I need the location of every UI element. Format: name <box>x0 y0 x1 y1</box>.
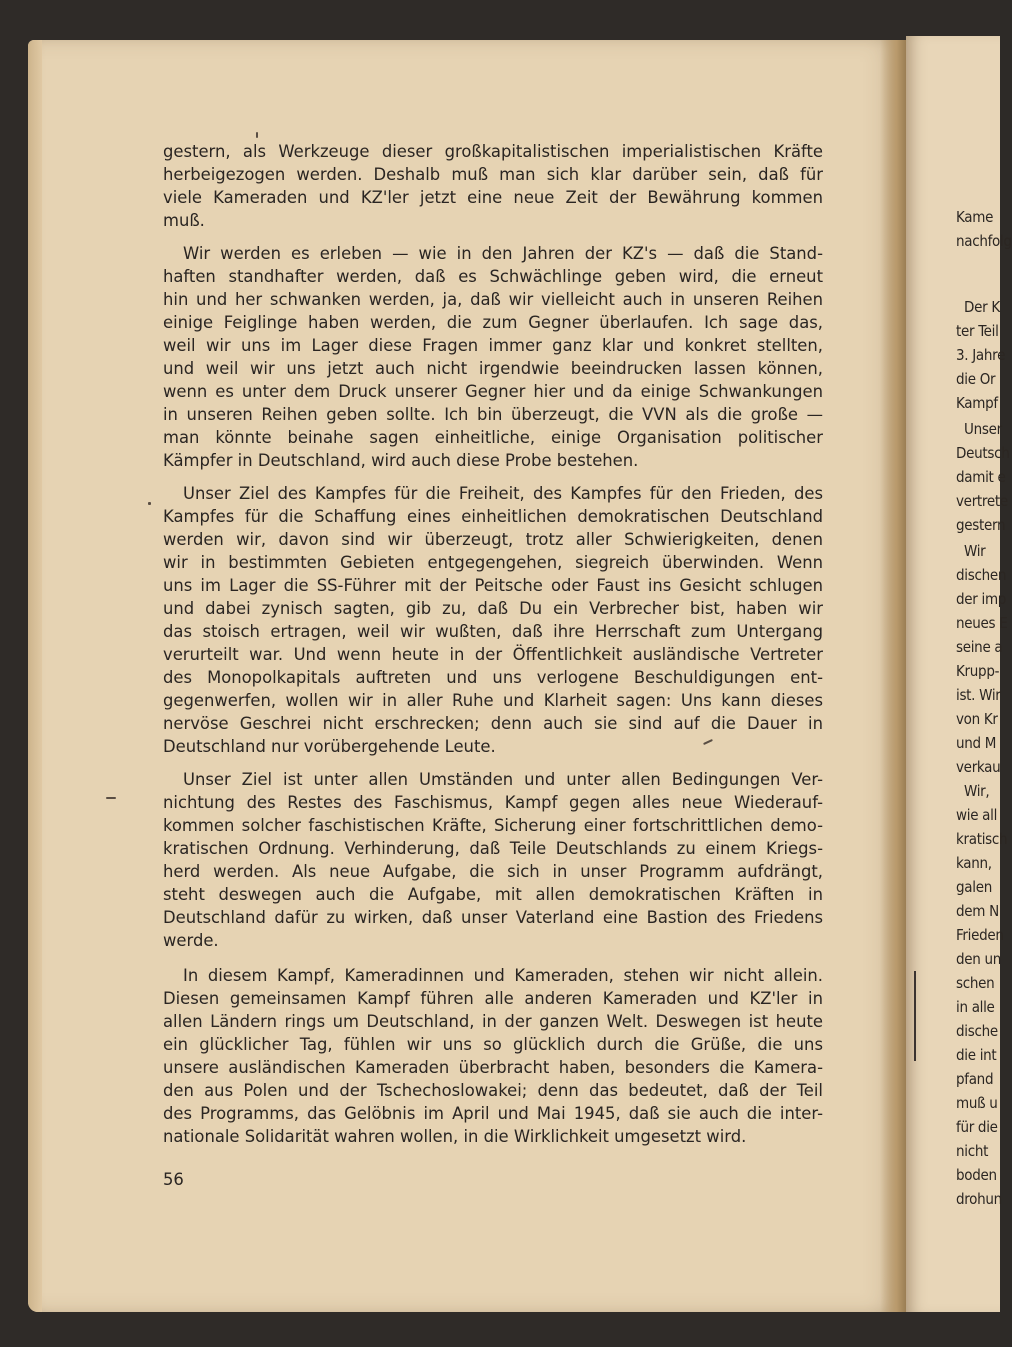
facing-page-line: kann, <box>956 854 992 872</box>
text-line: haften standhafter werden, daß es Schwächlinge geben wird, die erneut <box>163 267 823 286</box>
text-line: nationale Solidarität wahren wollen, in die Wirklichkeit umgesetzt wird. <box>163 1127 747 1146</box>
facing-page-line: Krupp- <box>956 662 1000 680</box>
paragraph <box>163 140 823 232</box>
facing-page-line: boden <box>956 1166 997 1184</box>
text-line: Deutschland nur vorübergehende Leute. <box>163 737 496 756</box>
facing-page-line: kratisch <box>956 830 1008 848</box>
text-line: hin und her schwanken werden, ja, daß wir vielleicht auch in unseren Reihen <box>163 290 823 309</box>
facing-page-line: vertrete <box>956 492 1008 510</box>
text-line: den aus Polen und der Tschechoslowakei; denn das bedeutet, daß der Teil <box>163 1081 823 1100</box>
text-line: ein glücklicher Tag, fühlen wir uns so glücklich durch die Grüße, die uns <box>163 1035 823 1054</box>
text-line: des Programms, das Gelöbnis im April und Mai 1945, daß sie auch die inter- <box>163 1104 823 1123</box>
text-line: man könnte beinahe sagen einheitliche, einige Organisation politischer <box>163 428 823 447</box>
facing-page-line: für die <box>956 1118 998 1136</box>
text-line: verurteilt war. Und wenn heute in der Öffentlichkeit ausländische Vertreter <box>163 645 823 664</box>
facing-page-line: von Kr <box>956 710 998 728</box>
facing-page-line: wie all <box>956 806 998 824</box>
facing-page-line: schen <box>956 974 995 992</box>
facing-page-line: Der K <box>964 298 1000 316</box>
facing-page-line: die int <box>956 1046 997 1064</box>
text-line: gestern, als Werkzeuge dieser großkapitalistischen imperialistischen Kräfte <box>163 142 823 161</box>
text-line: einige Feiglinge haben werden, die zum Gegner überlaufen. Ich sage das, <box>163 313 823 332</box>
facing-page-line: in alle <box>956 998 995 1016</box>
facing-page-line: seine a <box>956 638 1003 656</box>
facing-page-line: neues E <box>956 614 1008 632</box>
text-line: Unser Ziel des Kampfes für die Freiheit, des Kampfes für den Frieden, des <box>183 484 823 503</box>
text-line: gegenwerfen, wollen wir in aller Ruhe und Klarheit sagen: Uns kann dieses <box>163 691 823 710</box>
text-line: in unseren Reihen geben sollte. Ich bin überzeugt, die VVN als die große — <box>163 405 823 424</box>
text-line: Wir werden es erleben — wie in den Jahren der KZ's — daß die Stand- <box>183 244 823 263</box>
facing-page-line: und M <box>956 734 997 752</box>
facing-page-line: ist. Wir <box>956 686 1001 704</box>
text-line: und dabei zynisch sagten, gib zu, daß Du ein Verbrecher bist, haben wir <box>163 599 823 618</box>
text-line: allen Ländern rings um Deutschland, in der ganzen Welt. Deswegen ist heute <box>163 1012 823 1031</box>
facing-page-line: muß u <box>956 1094 998 1112</box>
paragraph <box>163 964 823 1148</box>
facing-page-line: Kampf <box>956 394 998 412</box>
facing-page-line: galen <box>956 878 992 896</box>
facing-page-line: die Or <box>956 370 996 388</box>
facing-page-line: Frieden <box>956 926 1004 944</box>
paragraph <box>163 242 823 472</box>
facing-page-line: Wir, <box>964 782 990 800</box>
text-line: und weil wir uns jetzt auch nicht irgendwie beeindrucken lassen können, <box>163 359 823 378</box>
ink-speck <box>106 797 116 799</box>
facing-page-line: nachfolg <box>956 232 1012 250</box>
text-line: nichtung des Restes des Faschismus, Kampf gegen alles neue Wiederauf- <box>163 793 823 812</box>
facing-page-line: drohun <box>956 1190 1002 1208</box>
text-line: steht deswegen auch die Aufgabe, mit allen demokratischen Kräften in <box>163 885 823 904</box>
text-line: uns im Lager die SS-Führer mit der Peitsche oder Faust ins Gesicht schlugen <box>163 576 823 595</box>
facing-page-line: gestern <box>956 516 1006 534</box>
facing-page-line: Kame <box>956 208 994 226</box>
text-line: das stoisch ertragen, weil wir wußten, daß ihre Herrschaft zum Untergang <box>163 622 823 641</box>
text-line: kratischen Ordnung. Verhinderung, daß Teile Deutschlands zu einem Kriegs- <box>163 839 823 858</box>
text-line: nervöse Geschrei nicht erschrecken; denn auch sie sind auf die Dauer in <box>163 714 823 733</box>
facing-page-line: Wir <box>964 542 986 560</box>
facing-page-line: Deutsch <box>956 444 1010 462</box>
ink-speck <box>256 132 258 138</box>
text-line: viele Kameraden und KZ'ler jetzt eine neue Zeit der Bewährung kommen <box>163 188 823 207</box>
facing-page-line: den un <box>956 950 1002 968</box>
facing-page-line: der imp <box>956 590 1007 608</box>
text-line: Kämpfer in Deutschland, wird auch diese Probe bestehen. <box>163 451 639 470</box>
text-line: wenn es unter dem Druck unserer Gegner hier und da einige Schwankungen <box>163 382 823 401</box>
text-line: des Monopolkapitals auftreten und uns verlogene Beschuldigungen ent- <box>163 668 823 687</box>
facing-page-line: dischen <box>956 566 1007 584</box>
text-line: unsere ausländischen Kameraden überbracht haben, besonders die Kamera- <box>163 1058 823 1077</box>
facing-page-line: dem N <box>956 902 999 920</box>
facing-page-line: 3. Jahre <box>956 346 1006 364</box>
facing-page-line: Unser <box>964 420 1002 438</box>
text-line: herd werden. Als neue Aufgabe, die sich in unser Programm aufdrängt, <box>163 862 823 881</box>
text-line: werden wir, davon sind wir überzeugt, trotz aller Schwierigkeiten, denen <box>163 530 823 549</box>
facing-page <box>906 36 1012 1312</box>
paragraph <box>163 768 823 952</box>
facing-page-line: damit e <box>956 468 1006 486</box>
main-text <box>163 140 823 1148</box>
text-line: weil wir uns im Lager diese Fragen immer ganz klar und konkret stellten, <box>163 336 823 355</box>
facing-page-line: verkau <box>956 758 1001 776</box>
text-line: In diesem Kampf, Kameradinnen und Kameraden, stehen wir nicht allein. <box>183 966 823 985</box>
text-line: wir in bestimmten Gebieten entgegengehen, siegreich überwinden. Wenn <box>163 553 823 572</box>
facing-page-line: pfand <box>956 1070 994 1088</box>
text-line: kommen solcher faschistischen Kräfte, Sicherung einer fortschrittlichen demo- <box>163 816 823 835</box>
text-line: herbeigezogen werden. Deshalb muß man sich klar darüber sein, daß für <box>163 165 823 184</box>
ink-speck <box>148 502 151 505</box>
paragraph <box>163 482 823 758</box>
page-number: 56 <box>163 1170 184 1189</box>
margin-rule <box>914 971 916 1061</box>
text-line: Diesen gemeinsamen Kampf führen alle anderen Kameraden und KZ'ler in <box>163 989 823 1008</box>
text-line: Kampfes für die Schaffung eines einheitlichen demokratischen Deutschland <box>163 507 823 526</box>
facing-page-line: ter Teil <box>956 322 999 340</box>
text-line: Unser Ziel ist unter allen Umständen und unter allen Bedingungen Ver- <box>183 770 823 789</box>
facing-page-line: dische <box>956 1022 998 1040</box>
text-line: werde. <box>163 931 219 950</box>
text-line: Deutschland dafür zu wirken, daß unser Vaterland eine Bastion des Friedens <box>163 908 823 927</box>
page-edge <box>28 40 42 1312</box>
facing-page-line: nicht <box>956 1142 989 1160</box>
text-line: muß. <box>163 211 205 230</box>
